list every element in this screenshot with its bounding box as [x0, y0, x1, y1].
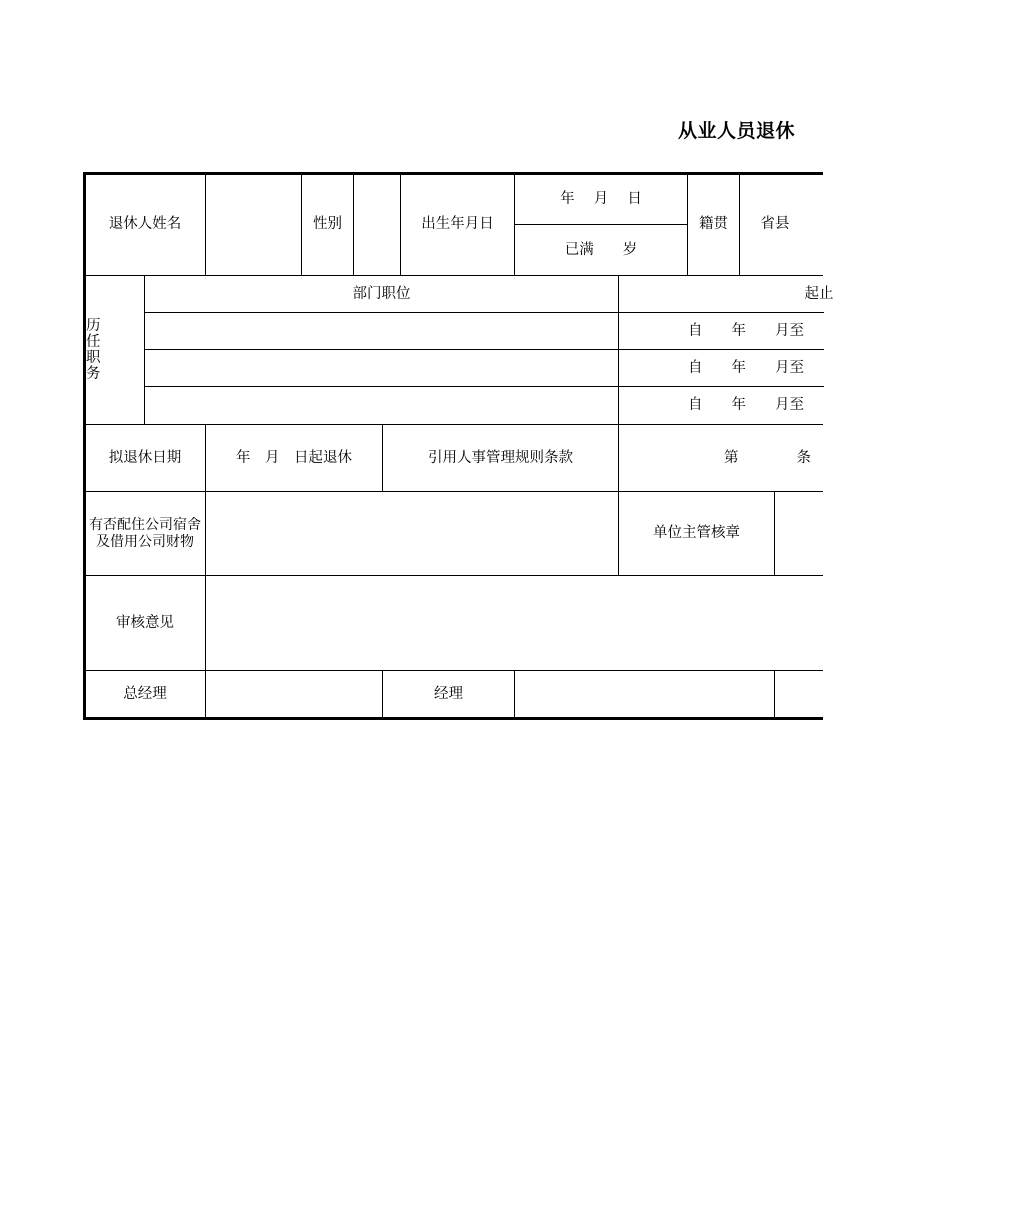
position-history-label — [86, 318, 106, 382]
history-period-field[interactable]: 自 年 月至 — [688, 397, 804, 414]
retirement-date-field[interactable]: 年 月 日起退休 — [236, 449, 352, 466]
gender-label: 性别 — [313, 216, 342, 233]
position-history-char: 历 — [86, 318, 101, 334]
history-period-field[interactable]: 自 年 月至 — [688, 322, 804, 339]
history-period-field[interactable]: 自 年 月至 — [688, 359, 804, 376]
manager-label: 经理 — [434, 685, 463, 702]
history-position-field[interactable] — [145, 350, 618, 386]
position-history-char: 任 — [86, 334, 101, 350]
history-position-field[interactable] — [145, 313, 618, 349]
general-manager-signature-field[interactable] — [206, 671, 382, 717]
review-opinion-label: 审核意见 — [116, 614, 174, 631]
dormitory-property-label: 有否配住公司宿舍及借用公司财物 — [89, 517, 201, 550]
regulation-clause-label: 引用人事管理规则条款 — [428, 449, 573, 466]
position-history-char: 职 — [86, 350, 101, 366]
review-opinion-field[interactable] — [206, 576, 826, 670]
birth-date-label: 出生年月日 — [421, 216, 494, 233]
supervisor-seal-field[interactable] — [775, 492, 825, 575]
retiree-name-field[interactable] — [206, 174, 301, 275]
form-title: 从业人员退休 — [678, 120, 796, 142]
province-county-field[interactable]: 省县 — [760, 216, 790, 233]
extra-signature-field[interactable] — [775, 671, 825, 717]
age-field[interactable]: 已满 岁 — [564, 241, 638, 258]
retiree-name-label: 退休人姓名 — [108, 216, 182, 233]
gender-field[interactable] — [354, 174, 400, 275]
period-header: 起止 — [804, 285, 834, 302]
history-position-field[interactable] — [145, 387, 618, 424]
regulation-clause-field[interactable]: 第 条 — [724, 449, 811, 466]
general-manager-label: 总经理 — [123, 685, 167, 702]
supervisor-seal-label: 单位主管核章 — [653, 525, 740, 542]
native-place-label: 籍贯 — [699, 216, 728, 233]
table-bottom-border — [83, 717, 823, 720]
retirement-date-label: 拟退休日期 — [108, 449, 182, 466]
position-history-char: 务 — [86, 366, 101, 382]
manager-signature-field[interactable] — [515, 671, 774, 717]
dormitory-property-field[interactable] — [206, 492, 618, 575]
birth-date-field[interactable]: 年 月 日 — [560, 190, 642, 207]
department-position-header: 部门职位 — [352, 285, 411, 302]
